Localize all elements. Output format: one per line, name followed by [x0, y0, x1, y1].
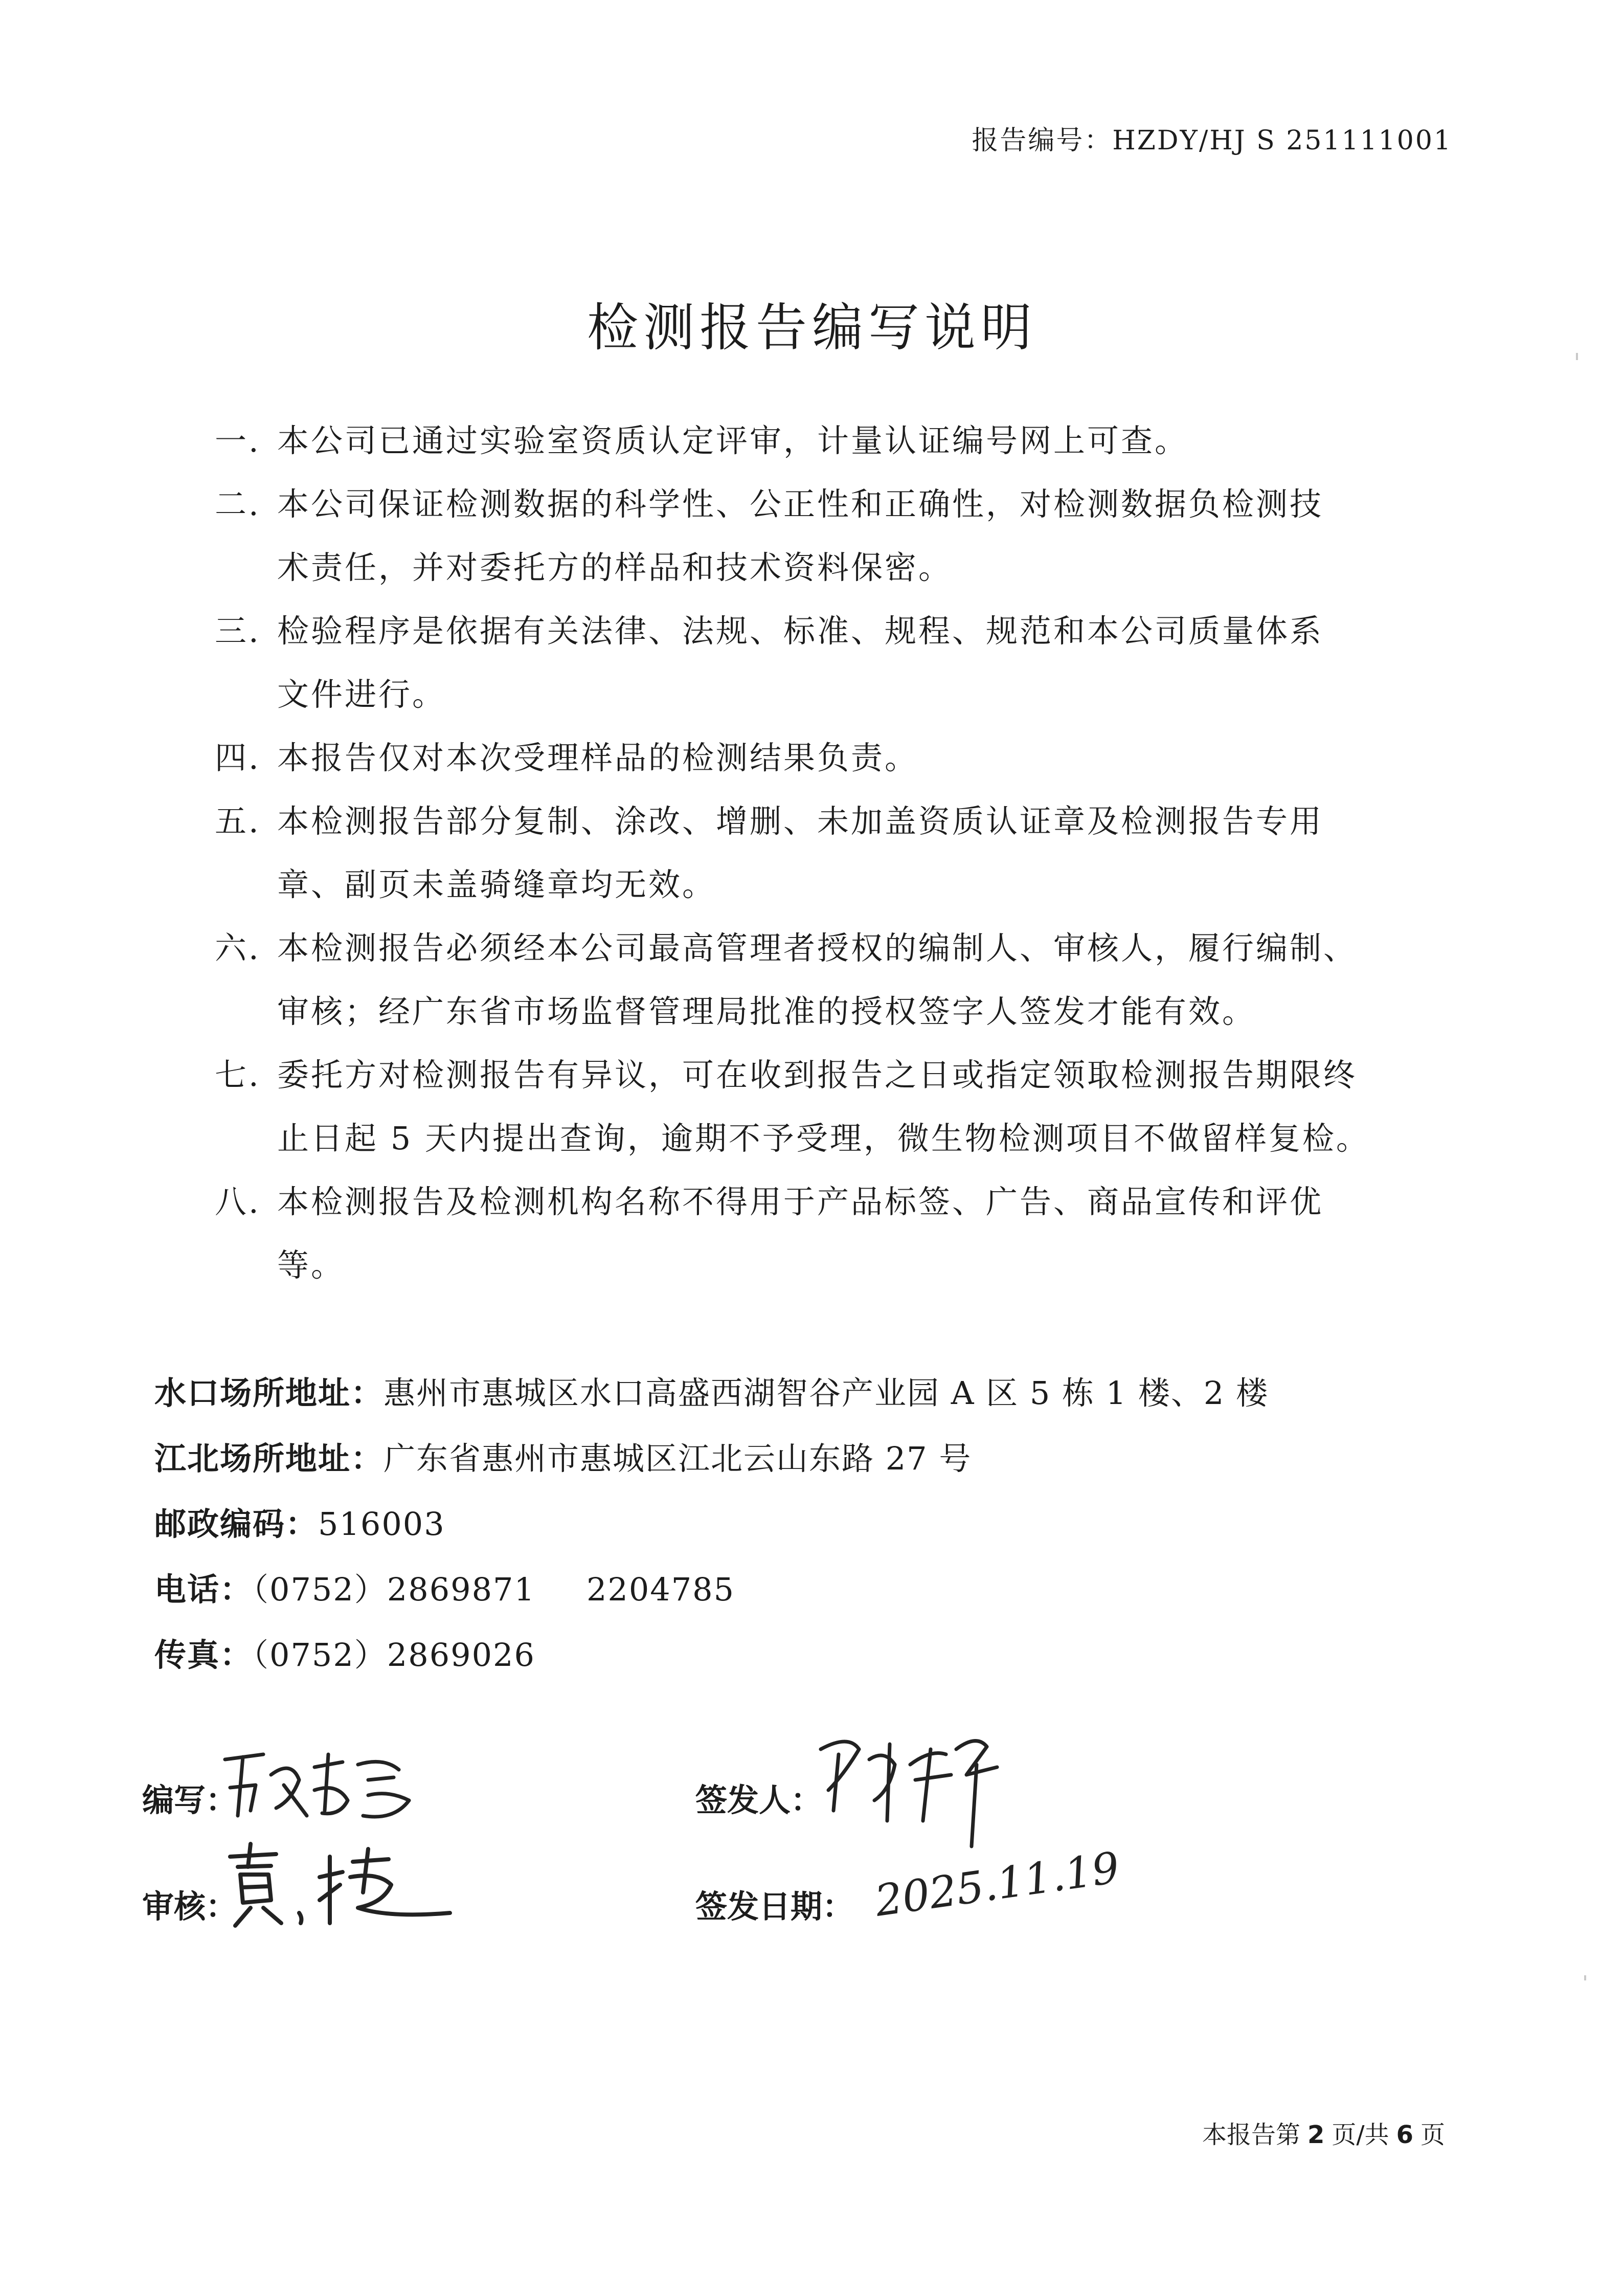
reviewer-signature: [215, 1836, 460, 1933]
item-number: 六.: [215, 929, 261, 967]
shuikou-address: [154, 1361, 1484, 1426]
item-text: 本公司已通过实验室资质认定评审，计量认证编号网上可查。: [277, 422, 1189, 459]
phone-value-2: 2204785: [586, 1571, 735, 1608]
item-text: 本公司保证检测数据的科学性、公正性和正确性，对检测数据负检测技: [277, 485, 1324, 523]
postcode-value: 516003: [318, 1505, 445, 1543]
item-text: 本检测报告部分复制、涂改、增删、未加盖资质认证章及检测报告专用: [277, 803, 1324, 840]
instruction-item: [215, 599, 1360, 726]
issuer-label: 签发人：: [695, 1781, 823, 1819]
reviewer-label: 审核：: [142, 1888, 238, 1925]
total-pages: 6: [1396, 2121, 1413, 2149]
item-text: 检验程序是依据有关法律、法规、标准、规程、规范和本公司质量体系: [277, 612, 1324, 650]
instruction-item: [215, 726, 1360, 790]
item-text: 本检测报告必须经本公司最高管理者授权的编制人、审核人，履行编制、: [277, 929, 1358, 967]
item-number: 二.: [215, 485, 261, 523]
instruction-list: [215, 409, 1370, 1297]
phone: [154, 1557, 1484, 1622]
scan-mark: [1576, 353, 1578, 360]
item-number: 三.: [215, 612, 261, 650]
item-number: 五.: [215, 803, 261, 840]
fax-label: 传真：: [154, 1636, 253, 1674]
phone-label: 电话：: [154, 1571, 253, 1608]
item-text: 委托方对检测报告有异议，可在收到报告之日或指定领取检测报告期限终: [277, 1056, 1358, 1094]
issue-date-handwritten: [869, 1826, 1123, 1926]
footer-suffix: 页: [1420, 2121, 1445, 2149]
scan-mark: [1584, 1975, 1586, 1980]
prepared-by-signature: [215, 1739, 430, 1831]
shuikou-address-value: 惠州市惠城区水口高盛西湖智谷产业园 A 区 5 栋 1 楼、2 楼: [384, 1374, 1269, 1412]
issue-date-value: 2025.11.19: [872, 1842, 1123, 1926]
phone-value-1: （0752）2869871: [253, 1571, 535, 1608]
instruction-item: [215, 409, 1360, 473]
fax-value: （0752）2869026: [253, 1636, 535, 1674]
report-number: 报告编号：HZDY/HJ S 251111001: [972, 125, 1452, 156]
item-number: 四.: [215, 739, 261, 776]
item-text: 本报告仅对本次受理样品的检测结果负责。: [277, 739, 919, 776]
issue-date-label: 签发日期：: [695, 1888, 854, 1925]
item-text: 术责任，并对委托方的样品和技术资料保密。: [277, 549, 953, 586]
fax: [154, 1622, 1484, 1688]
footer-middle: 页/共: [1332, 2121, 1389, 2149]
item-text: 审核；经广东省市场监督管理局批准的授权签字人签发才能有效。: [277, 993, 1256, 1030]
postcode: [154, 1491, 1484, 1557]
current-page: 2: [1307, 2121, 1325, 2149]
footer-prefix: 本报告第: [1202, 2121, 1300, 2149]
item-text: 章、副页未盖骑缝章均无效。: [277, 866, 716, 903]
shuikou-address-label: 水口场所地址：: [154, 1374, 384, 1412]
item-text: 本检测报告及检测机构名称不得用于产品标签、广告、商品宣传和评优: [277, 1183, 1324, 1220]
instruction-item: [215, 473, 1360, 599]
item-text: 等。: [277, 1246, 345, 1284]
contact-info: [154, 1361, 1484, 1688]
item-number: 七.: [215, 1056, 261, 1094]
item-text: 文件进行。: [277, 676, 446, 713]
instruction-item: [215, 1170, 1360, 1297]
jiangbei-address-value: 广东省惠州市惠城区江北云山东路 27 号: [384, 1440, 972, 1477]
instruction-item: [215, 1043, 1370, 1170]
item-text: 止日起 5 天内提出查询，逾期不予受理，微生物检测项目不做留样复检。: [277, 1120, 1370, 1157]
item-number: 一.: [215, 422, 261, 459]
item-number: 八.: [215, 1183, 261, 1220]
instruction-item: [215, 790, 1360, 917]
postcode-label: 邮政编码：: [154, 1505, 319, 1543]
page-footer: [1202, 2115, 1445, 2150]
jiangbei-address: [154, 1426, 1484, 1491]
prepared-by-label: 编写：: [142, 1781, 238, 1819]
page-title: 检测报告编写说明: [587, 298, 1037, 358]
jiangbei-address-label: 江北场所地址：: [154, 1440, 384, 1477]
instruction-item: [215, 917, 1360, 1043]
